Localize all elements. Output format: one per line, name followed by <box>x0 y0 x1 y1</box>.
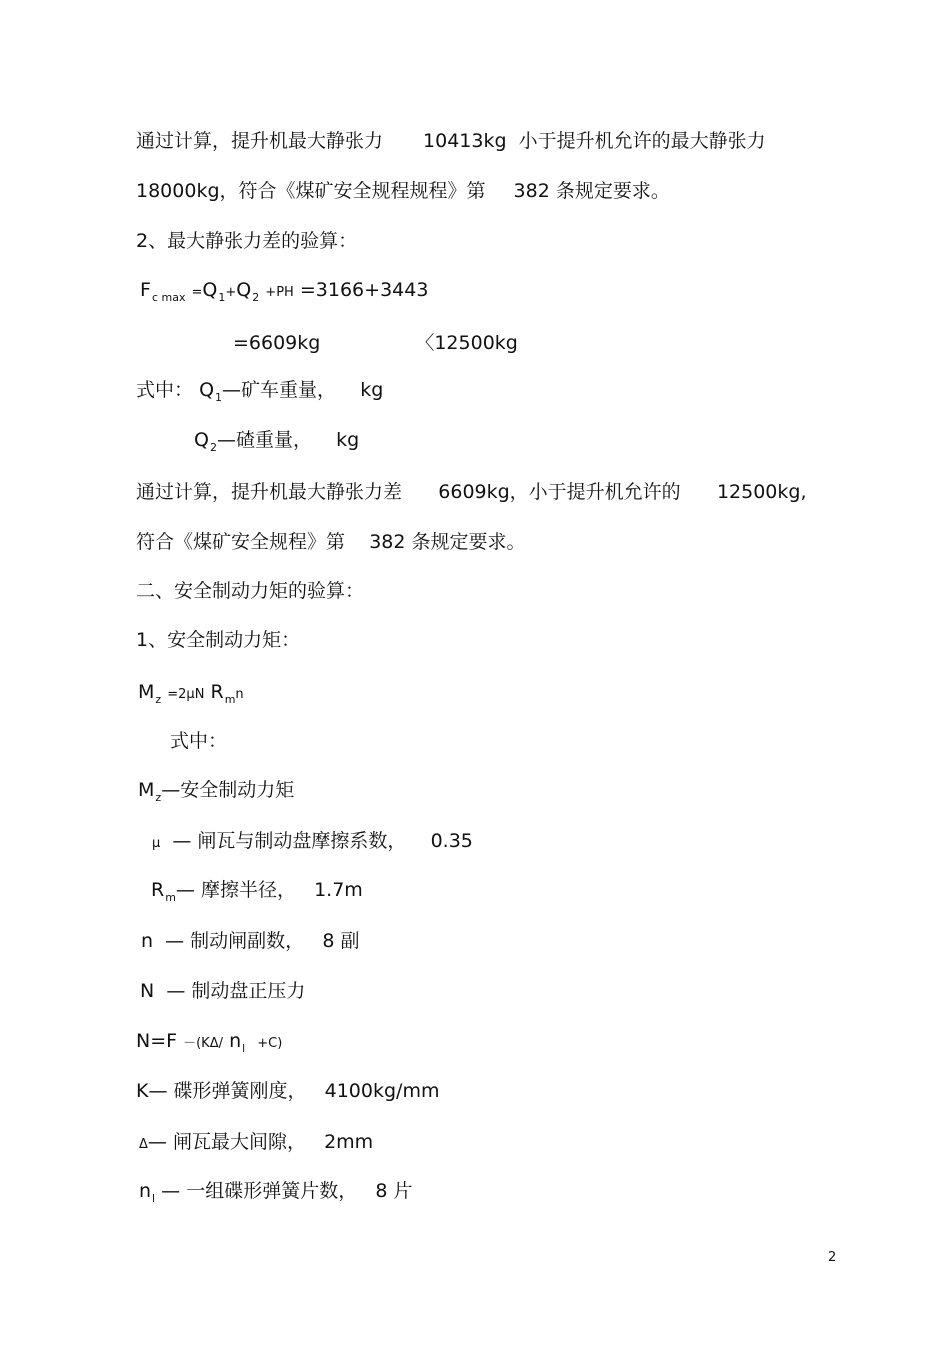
formula-result: =6609kg 〈12500kg <box>233 332 518 354</box>
formula-mz: $M_z =2\mu N$ $R_mn$ <box>138 681 244 706</box>
text: 通过计算，提升机最大静张力 <box>136 130 384 152</box>
page-number: 2 <box>828 1250 837 1265</box>
def-k: K— 碟形弹簧刚度， 4100kg/mm <box>136 1080 440 1102</box>
def-n: n — 制动闸副数， 8 副 <box>141 930 360 952</box>
def-rm: $R_m—$ 摩擦半径， 1.7m <box>151 879 363 904</box>
def-q1: 式中： $Q_1—$矿车重量， kg <box>136 379 384 404</box>
heading-2-static-tension-diff: 2、最大静张力差的验算： <box>136 230 358 252</box>
heading-1-safety-torque: 1、安全制动力矩： <box>136 629 301 651</box>
def-normal-force: N — 制动盘正压力 <box>140 980 306 1002</box>
def-nl: $n_l$ — 一组碟形弹簧片数， 8 片 <box>139 1180 413 1205</box>
def-mu: μ — 闸瓦与制动盘摩擦系数， 0.35 <box>152 830 473 852</box>
def-delta: Δ— 闸瓦最大间隙， 2mm <box>139 1131 374 1153</box>
def-q2: $Q_2—$碴重量， kg <box>194 429 360 454</box>
where-label: 式中： <box>170 730 228 752</box>
paragraph-line-1: 通过计算，提升机最大静张力差 6609kg，小于提升机允许的 12500kg, <box>136 481 807 503</box>
formula-n: N=F －(KΔ/ $n_l +C$) <box>136 1030 283 1055</box>
formula-fcmax: $F_{c max} =Q_1+Q_2 +PH =3166+3443$ <box>140 279 429 304</box>
def-mz: $M_z—$安全制动力矩 <box>138 779 295 804</box>
text: 18000kg，符合《煤矿安全规程规程》第 <box>136 180 486 202</box>
paragraph-line-2: 符合《煤矿安全规程》第 382 条规定要求。 <box>136 531 526 553</box>
text: 小于提升机允许的最大静张力 <box>518 130 766 152</box>
text: 10413kg <box>423 130 507 152</box>
line-2 <box>136 179 670 203</box>
heading-safety-torque: 二、安全制动力矩的验算： <box>136 580 365 602</box>
text: 382 条规定要求。 <box>513 180 670 202</box>
line-1 <box>136 129 766 153</box>
